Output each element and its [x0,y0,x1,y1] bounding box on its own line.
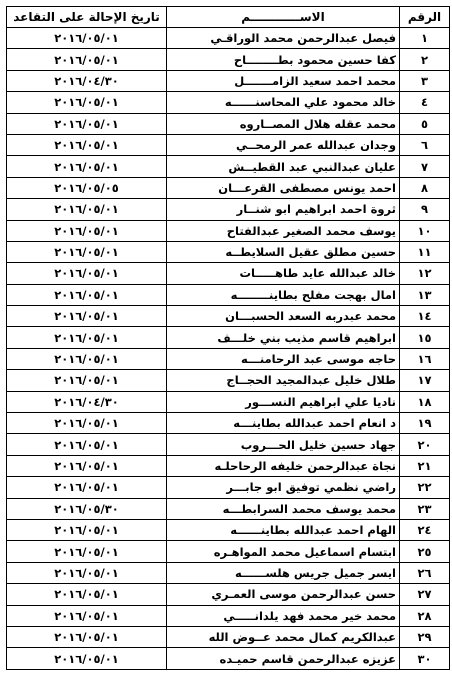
row-name: ابراهيم قاسم مذيب بني خلـــف [167,327,400,348]
row-date: ٢٠١٦/٠٥/٠١ [7,434,167,455]
row-number: ١ [400,28,450,49]
table-row [7,648,450,669]
table-row [7,519,450,540]
header-date: تاريخ الإحالة على التقاعد [7,7,167,28]
row-date: ٢٠١٦/٠٥/٠١ [7,626,167,647]
table-row [7,241,450,262]
row-name: ناديا علي ابراهيم النســـور [167,391,400,412]
table-row [7,134,450,155]
row-name: طلال خليل عبدالمجيد الحجــاج [167,370,400,391]
row-number: ٢١ [400,455,450,476]
row-name: راضي نظمي توفيق ابو جابـــر [167,477,400,498]
row-date: ٢٠١٦/٠٥/٠١ [7,348,167,369]
row-date: ٢٠١٦/٠٥/٠١ [7,648,167,669]
table-row [7,498,450,519]
row-date: ٢٠١٦/٠٥/٠١ [7,541,167,562]
row-date: ٢٠١٦/٠٥/٠١ [7,519,167,540]
table-row [7,391,450,412]
row-number: ٢٦ [400,562,450,583]
header-row [7,7,450,28]
table-row [7,156,450,177]
table-row [7,199,450,220]
table-row [7,584,450,605]
table-row [7,220,450,241]
row-name: وجدان عبدالله عمر الرمحــي [167,134,400,155]
table-row [7,562,450,583]
row-date: ٢٠١٦/٠٥/٠١ [7,156,167,177]
row-name: عبدالكريم كمال محمد عــوض الله [167,626,400,647]
row-number: ٢٥ [400,541,450,562]
row-number: ١٣ [400,284,450,305]
row-name: امال بهجت مفلح بطاينــــــــه [167,284,400,305]
row-name: فيصل عبدالرحمن محمد الوراقـي [167,28,400,49]
row-number: ١٩ [400,413,450,434]
row-date: ٢٠١٦/٠٥/٠١ [7,241,167,262]
row-name: محمد عبدربه السعد الحسبـــان [167,306,400,327]
table-row [7,28,450,49]
row-name: الهام احمد عبدالله بطاينــــــه [167,519,400,540]
table-header [7,7,450,28]
row-name: خالد محمود علي المحاسنــــــه [167,92,400,113]
row-number: ٢٨ [400,605,450,626]
table-row [7,113,450,134]
row-date: ٢٠١٦/٠٥/٠١ [7,455,167,476]
row-number: ٣ [400,70,450,91]
row-number: ٤ [400,92,450,113]
row-number: ٨ [400,177,450,198]
table-row [7,541,450,562]
row-date: ٢٠١٦/٠٥/٠١ [7,605,167,626]
row-date: ٢٠١٦/٠٥/٠١ [7,28,167,49]
row-number: ٦ [400,134,450,155]
row-date: ٢٠١٦/٠٥/٠١ [7,306,167,327]
row-number: ٢٩ [400,626,450,647]
row-date: ٢٠١٦/٠٥/٠١ [7,220,167,241]
row-number: ١١ [400,241,450,262]
table-row [7,348,450,369]
row-number: ٢٣ [400,498,450,519]
row-number: ٢٤ [400,519,450,540]
row-name: عليان عبدالنبي عبد القطيــش [167,156,400,177]
row-name: خالد عبدالله عايد طاهـــــات [167,263,400,284]
row-date: ٢٠١٦/٠٥/٠١ [7,134,167,155]
row-date: ٢٠١٦/٠٥/٠١ [7,49,167,70]
header-name: الاســــــــــــم [167,7,400,28]
row-number: ٢٧ [400,584,450,605]
row-date: ٢٠١٦/٠٥/٣٠ [7,498,167,519]
row-number: ٣٠ [400,648,450,669]
table-row [7,413,450,434]
table-row [7,605,450,626]
table-row [7,455,450,476]
table-row [7,327,450,348]
row-name: ثروة احمد ابراهيم ابو شنــار [167,199,400,220]
row-date: ٢٠١٦/٠٥/٠١ [7,370,167,391]
row-name: يوسف محمد الصغير عبدالفتاح [167,220,400,241]
row-number: ١٤ [400,306,450,327]
row-number: ١٥ [400,327,450,348]
row-name: محمد يوسف محمد السرابطـــه [167,498,400,519]
header-number: الرقم [400,7,450,28]
row-date: ٢٠١٦/٠٥/٠١ [7,199,167,220]
row-number: ٢٠ [400,434,450,455]
row-name: محمد عقله هلال المصــاروه [167,113,400,134]
retirement-table [6,6,450,670]
table-row [7,434,450,455]
row-name: ايسر جميل جريس هلســــــه [167,562,400,583]
row-name: محمد احمد سعيد الزامـــــــل [167,70,400,91]
row-name: حسن عبدالرحمن موسى العمـري [167,584,400,605]
row-date: ٢٠١٦/٠٥/٠١ [7,477,167,498]
table-row [7,284,450,305]
row-number: ١٧ [400,370,450,391]
row-name: د انعام احمد عبدالله بطاينـــه [167,413,400,434]
row-name: نجاة عبدالرحمن خليفه الرحاحلـه [167,455,400,476]
row-name: حسين مطلق عقيل السلايطــه [167,241,400,262]
row-name: عزيزه عبدالرحمن قاسم حميـده [167,648,400,669]
row-date: ٢٠١٦/٠٥/٠١ [7,413,167,434]
row-number: ١٦ [400,348,450,369]
row-date: ٢٠١٦/٠٥/٠١ [7,92,167,113]
row-name: كفا حسين محمود بطــــــــاح [167,49,400,70]
table-row [7,70,450,91]
row-date: ٢٠١٦/٠٥/٠١ [7,562,167,583]
row-name: حاجه موسى عبد الرحامنـــه [167,348,400,369]
table-row [7,92,450,113]
row-date: ٢٠١٦/٠٥/٠١ [7,284,167,305]
table-row [7,370,450,391]
row-date: ٢٠١٦/٠٤/٣٠ [7,391,167,412]
row-number: ٥ [400,113,450,134]
row-name: احمد يونس مصطفى القرعـــان [167,177,400,198]
row-date: ٢٠١٦/٠٥/٠١ [7,263,167,284]
row-number: ١٨ [400,391,450,412]
row-date: ٢٠١٦/٠٥/٠١ [7,327,167,348]
row-name: ابتسام اسماعيل محمد المواهـره [167,541,400,562]
row-number: ٢٢ [400,477,450,498]
row-name: محمد خير محمد فهد يلدانـــــي [167,605,400,626]
table-row [7,477,450,498]
table-row [7,263,450,284]
row-date: ٢٠١٦/٠٥/٠١ [7,584,167,605]
table-row [7,306,450,327]
row-date: ٢٠١٦/٠٤/٣٠ [7,70,167,91]
table-row [7,177,450,198]
table-row [7,626,450,647]
row-number: ٩ [400,199,450,220]
table-body [7,28,450,670]
row-number: ١٢ [400,263,450,284]
row-number: ١٠ [400,220,450,241]
row-number: ٧ [400,156,450,177]
row-name: جهاد حسين خليل الحـــروب [167,434,400,455]
table-row [7,49,450,70]
row-number: ٢ [400,49,450,70]
row-date: ٢٠١٦/٠٥/٠٥ [7,177,167,198]
row-date: ٢٠١٦/٠٥/٠١ [7,113,167,134]
